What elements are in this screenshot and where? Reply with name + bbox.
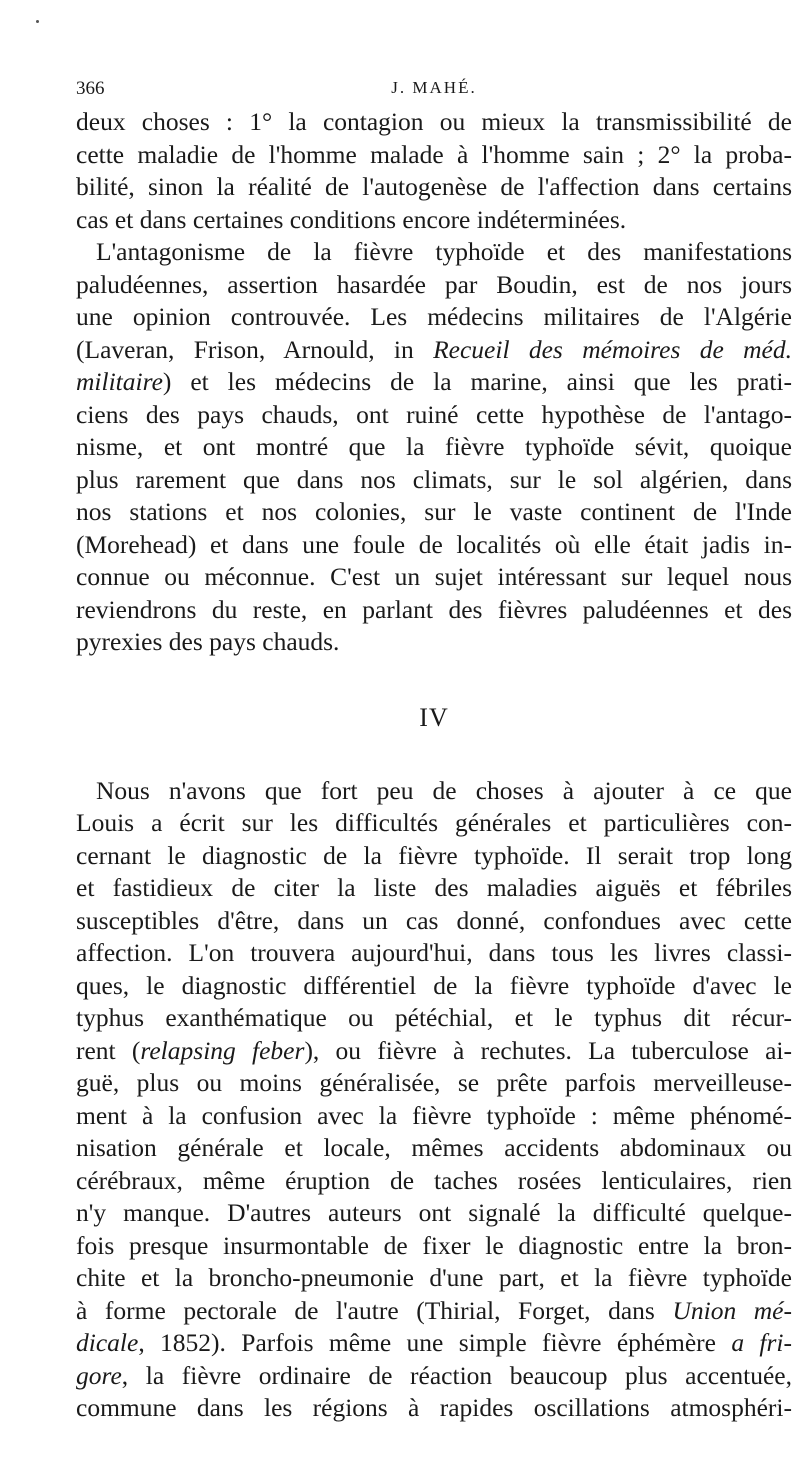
text-line: susceptibles d'être, dans un cas donné, confondues avec cette xyxy=(76,905,792,935)
text-fragment: , 1852). Parfois même une simple fièvre éphémère xyxy=(138,1328,732,1357)
paragraph-3 xyxy=(76,775,792,1425)
text-line: guë, plus ou moins généralisée, se prête parfois merveilleuse- xyxy=(76,1068,792,1097)
text-fragment: , la fièvre ordinaire de réaction beaucoup plus accentuée, xyxy=(121,1360,792,1390)
text-line: reviendrons du reste, en parlant des fièvres paludéennes et des xyxy=(76,594,792,624)
text-line: et fastidieux de citer la liste des maladies aiguës et fébriles xyxy=(76,873,792,902)
text-line-with-italic xyxy=(76,1360,792,1393)
text-line: bilité, sinon la réalité de l'autogenèse de l'affection dans certains xyxy=(76,172,792,201)
text-line: nos stations et nos colonies, sur le vaste continent de l'Inde xyxy=(76,497,792,526)
text-line: cernant le diagnostic de la fièvre typhoïde. Il serait trop long xyxy=(76,840,792,870)
text-line: une opinion controuvée. Les médecins militaires de l'Algérie xyxy=(76,302,792,331)
text-line: Louis a écrit sur les difficultés générales et particulières con- xyxy=(76,808,792,837)
text-line: nisation générale et locale, mêmes accidents abdominaux ou xyxy=(76,1133,792,1162)
paragraph-2 xyxy=(76,236,792,659)
term-italic: a fri- xyxy=(731,1328,793,1357)
journal-title-italic: dicale xyxy=(76,1328,139,1357)
text-line: cas et dans certaines conditions encore indéterminées. xyxy=(76,204,627,234)
text-line: cette maladie de l'homme malade à l'homme sain ; 2° la proba- xyxy=(76,139,792,169)
section-heading: IV xyxy=(419,702,449,732)
text-line: typhus exanthématique ou pétéchial, et le typhus dit récur- xyxy=(76,1003,792,1032)
text-line: plus rarement que dans nos climats, sur le sol algérien, dans xyxy=(76,464,792,494)
running-title: J. MAHÉ. xyxy=(391,78,477,97)
text-line-with-italic xyxy=(76,1327,792,1360)
text-fragment: ) et les médecins de la marine, ainsi que les prati- xyxy=(162,367,792,396)
text-line: ciens des pays chauds, ont ruiné cette hypothèse de l'antago- xyxy=(76,399,792,429)
text-line: commune dans les régions à rapides oscillations atmosphéri- xyxy=(76,1393,792,1422)
journal-title-italic: Union mé- xyxy=(672,1295,792,1325)
book-page xyxy=(76,70,792,1425)
text-fragment: rent ( xyxy=(76,1035,141,1065)
paragraph-1 xyxy=(76,106,792,236)
journal-title-italic: militaire xyxy=(76,367,163,396)
running-head xyxy=(76,70,792,106)
term-italic: gore xyxy=(76,1360,122,1390)
term-italic: relapsing feber xyxy=(140,1035,305,1065)
text-line: chite et la broncho-pneumonie d'une part, et la fièvre typhoïde xyxy=(76,1263,792,1292)
text-line: n'y manque. D'autres auteurs ont signalé la difficulté quelque- xyxy=(76,1198,792,1227)
text-line: connue ou méconnue. C'est un sujet intéressant sur lequel nous xyxy=(76,562,792,591)
text-line: Nous n'avons que fort peu de choses à ajouter à ce que xyxy=(96,775,792,805)
margin-dot xyxy=(36,20,39,23)
text-line: deux choses : 1° la contagion ou mieux la transmissibilité de xyxy=(76,107,792,136)
text-line: cérébraux, même éruption de taches rosées lenticulaires, rien xyxy=(76,1165,792,1195)
text-fragment: (Laveran, Frison, Arnould, in xyxy=(76,334,434,364)
text-line-with-italic xyxy=(76,334,792,367)
page-number: 366 xyxy=(76,78,105,99)
text-line: affection. L'on trouvera aujourd'hui, dans tous les livres classi- xyxy=(76,938,792,967)
text-line: (Morehead) et dans une foule de localités où elle était jadis in- xyxy=(76,529,792,559)
text-line: ment à la confusion avec la fièvre typhoïde : même phénomé- xyxy=(76,1100,792,1130)
text-line: L'antagonisme de la fièvre typhoïde et des manifestations xyxy=(96,237,792,266)
text-line-with-italic xyxy=(76,1295,792,1328)
text-fragment: à forme pectorale de l'autre (Thirial, Forget, dans xyxy=(76,1295,673,1325)
text-fragment: ), ou fièvre à rechutes. La tuberculose ai- xyxy=(304,1035,792,1065)
text-line: ques, le diagnostic différentiel de la fièvre typhoïde d'avec le xyxy=(76,970,792,1000)
text-line: fois presque insurmontable de fixer le diagnostic entre la bron- xyxy=(76,1230,792,1260)
text-line: nisme, et ont montré que la fièvre typhoïde sévit, quoique xyxy=(76,432,792,461)
text-line: paludéennes, assertion hasardée par Boudin, est de nos jours xyxy=(76,269,792,299)
text-line-with-italic xyxy=(76,366,792,399)
journal-title-italic: Recueil des mémoires de méd. xyxy=(433,334,792,364)
text-line: pyrexies des pays chauds. xyxy=(76,627,340,656)
text-line-with-italic xyxy=(76,1035,792,1068)
